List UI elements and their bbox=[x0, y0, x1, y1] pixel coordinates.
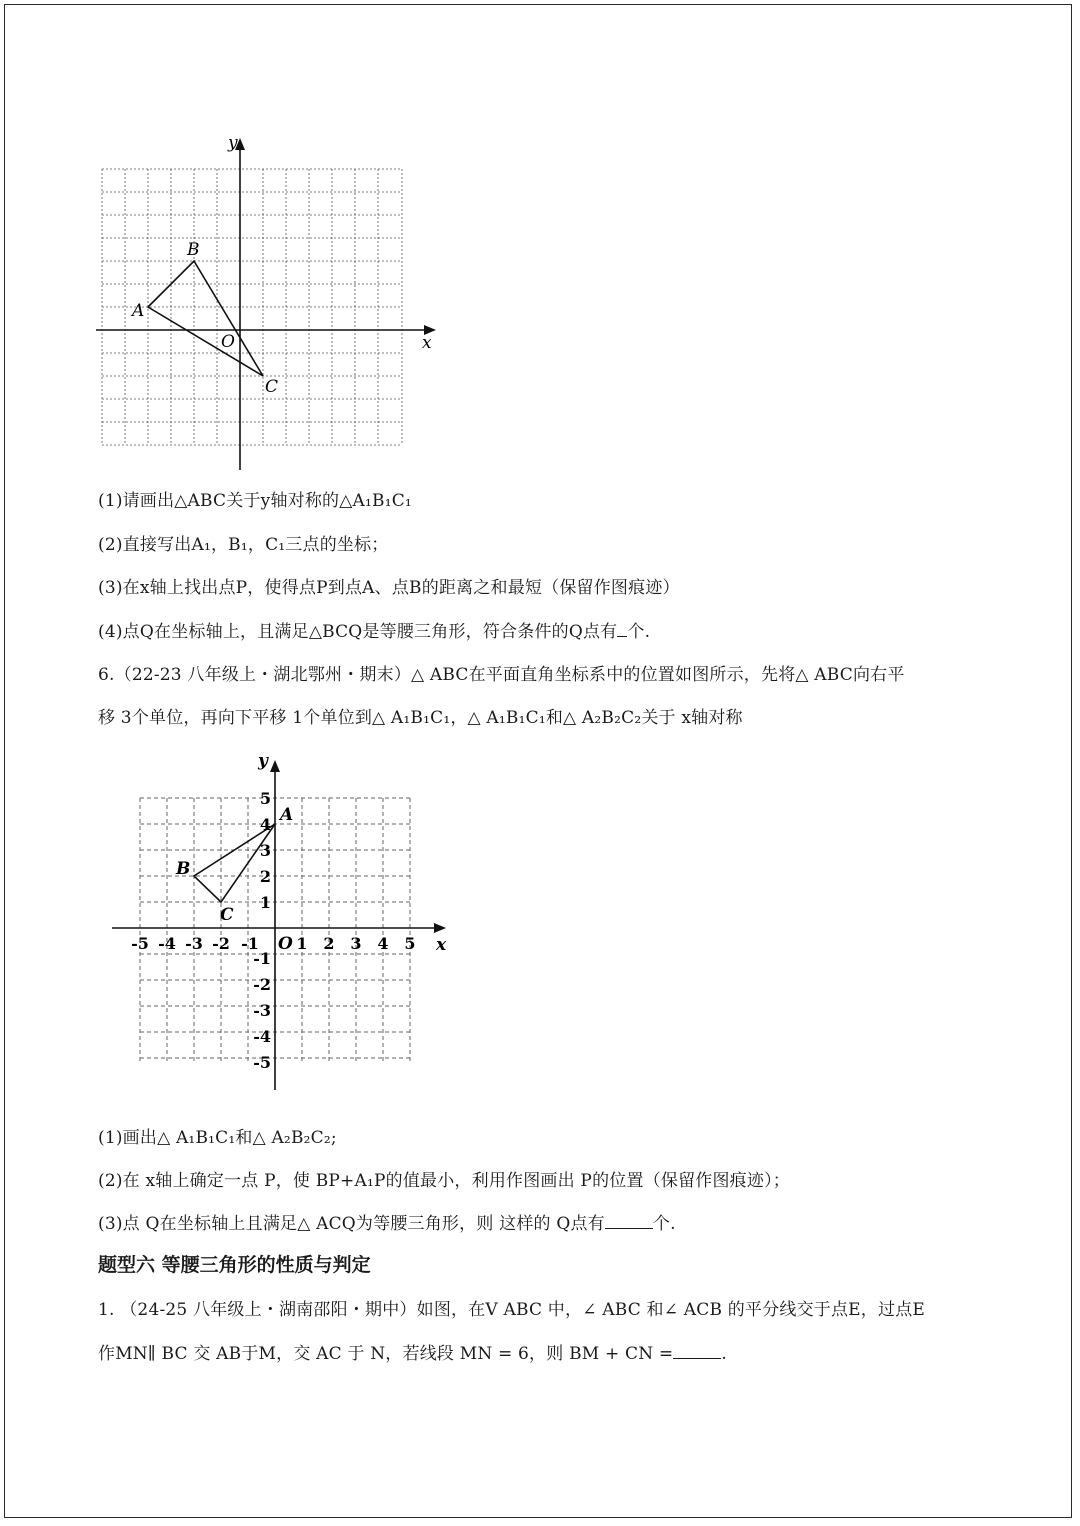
x-tick-label: 5 bbox=[404, 934, 416, 953]
x-tick-label: 4 bbox=[377, 934, 389, 953]
figure-1-point-b-label: B bbox=[187, 240, 200, 260]
section-title: 题型六 等腰三角形的性质与判定 bbox=[98, 1254, 371, 1276]
figure-2-origin-label: O bbox=[278, 934, 293, 954]
q5-part-2: (2)直接写出A₁，B₁，C₁三点的坐标； bbox=[98, 535, 389, 555]
q6-part-3-text: (3)点 Q在坐标轴上且满足△ ACQ为等腰三角形，则 这样的 Q点有 bbox=[98, 1214, 605, 1234]
q1-answer-blank[interactable] bbox=[673, 1342, 721, 1359]
q1-stem-line-2 bbox=[98, 1339, 727, 1364]
figure-1-point-c-label: C bbox=[265, 377, 279, 397]
figure-2-coordinate-grid bbox=[100, 742, 460, 1094]
q6-part-3 bbox=[98, 1209, 676, 1234]
q1-stem-line-1: 1. （24-25 八年级上・湖南邵阳・期中）如图，在V ABC 中，∠ ABC 和∠ ACB 的平分线交于点E，过点E bbox=[98, 1300, 926, 1320]
q6-stem-line-2: 移 3个单位，再向下平移 1个单位到△ A₁B₁C₁，△ A₁B₁C₁和△ A₂B₂C₂关于 x轴对称 bbox=[98, 708, 743, 728]
q1-stem-text: 作MN∥ BC 交 AB于M，交 AC 于 N，若线段 MN = 6，则 BM + CN = bbox=[98, 1344, 674, 1364]
y-tick-label: 3 bbox=[259, 841, 271, 860]
figure-2-point-a-label: A bbox=[280, 805, 294, 825]
q6-answer-blank[interactable] bbox=[605, 1212, 653, 1229]
y-tick-label: 2 bbox=[259, 867, 271, 886]
x-tick-label: -2 bbox=[212, 934, 230, 953]
q6-part-2: (2)在 x轴上确定一点 P，使 BP+A₁P的值最小，利用作图画出 P的位置（保留作图痕迹）； bbox=[98, 1171, 790, 1191]
y-tick-label: 4 bbox=[259, 815, 271, 834]
q6-part-1: (1)画出△ A₁B₁C₁和△ A₂B₂C₂; bbox=[98, 1128, 337, 1148]
q5-answer-blank[interactable] bbox=[617, 620, 627, 637]
figure-2-x-arrow bbox=[434, 923, 446, 933]
figure-2-point-c-label: C bbox=[220, 905, 234, 925]
figure-2-x-label: x bbox=[436, 935, 447, 955]
y-tick-label: -5 bbox=[253, 1053, 271, 1072]
figure-1-y-label: y bbox=[228, 133, 238, 153]
y-tick-label: -1 bbox=[253, 949, 271, 968]
figure-2-y-arrow bbox=[270, 760, 280, 772]
y-tick-label: -2 bbox=[253, 975, 271, 994]
figure-2-point-b-label: B bbox=[176, 859, 191, 879]
q1-stem-end: . bbox=[721, 1344, 727, 1364]
y-tick-label: 1 bbox=[259, 893, 271, 912]
figure-2-y-label: y bbox=[258, 751, 268, 771]
x-tick-label: 2 bbox=[323, 934, 335, 953]
q5-part-3: (3)在x轴上找出点P，使得点P到点A、点B的距离之和最短（保留作图痕迹） bbox=[98, 578, 680, 598]
y-tick-label: -4 bbox=[253, 1027, 271, 1046]
figure-1-point-a-label: A bbox=[132, 301, 145, 321]
q5-part-1: (1)请画出△ABC关于y轴对称的△A₁B₁C₁ bbox=[98, 491, 412, 511]
figure-1-origin-label: O bbox=[221, 332, 235, 352]
figure-1-coordinate-grid bbox=[90, 128, 450, 478]
q5-part-4-text: (4)点Q在坐标轴上，且满足△BCQ是等腰三角形，符合条件的Q点有 bbox=[98, 622, 618, 642]
x-tick-label: -1 bbox=[241, 934, 259, 953]
q6-part-3-end: 个. bbox=[652, 1214, 676, 1234]
y-tick-label: -3 bbox=[253, 1001, 271, 1020]
triangle-abc-2 bbox=[194, 824, 275, 902]
x-tick-label: -5 bbox=[131, 934, 149, 953]
q5-part-4 bbox=[98, 617, 650, 642]
y-tick-label: 5 bbox=[259, 789, 271, 808]
x-tick-label: -4 bbox=[158, 934, 176, 953]
x-tick-label: 3 bbox=[350, 934, 362, 953]
x-tick-label: -3 bbox=[185, 934, 203, 953]
q6-stem-line-1: 6.（22-23 八年级上・湖北鄂州・期末）△ ABC在平面直角坐标系中的位置如图所示，先将△ ABC向右平 bbox=[98, 665, 905, 685]
q5-part-4-end: 个. bbox=[627, 622, 651, 642]
x-tick-label: 1 bbox=[296, 934, 308, 953]
figure-1-x-label: x bbox=[422, 333, 432, 353]
triangle-abc bbox=[148, 261, 263, 376]
